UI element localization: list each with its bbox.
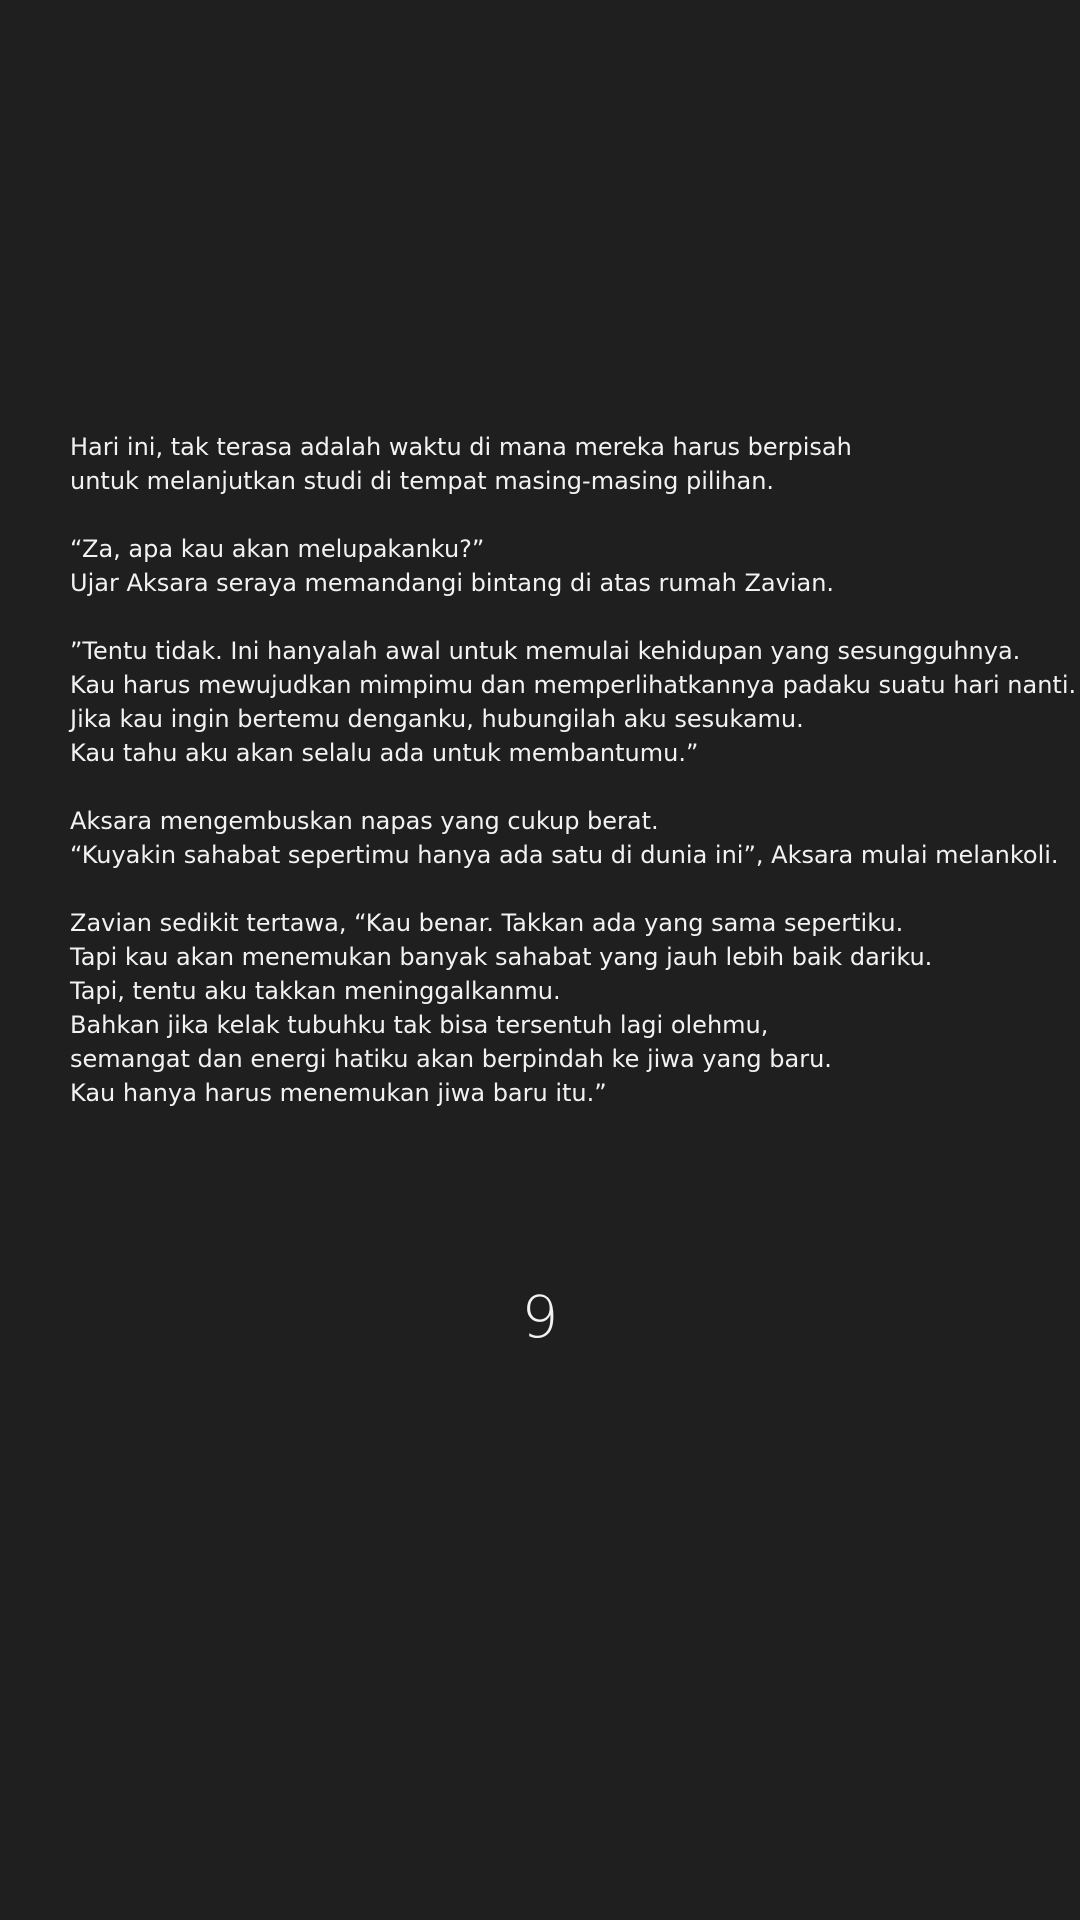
text-line: Hari ini, tak terasa adalah waktu di mana mereka harus berpisah xyxy=(70,433,852,461)
text-line: Kau harus mewujudkan mimpimu dan memperlihatkannya padaku suatu hari nanti. xyxy=(70,671,1077,699)
text-line: untuk melanjutkan studi di tempat masing-masing pilihan. xyxy=(70,467,775,495)
text-line: “Za, apa kau akan melupakanku?” xyxy=(70,535,485,563)
text-line: Tapi kau akan menemukan banyak sahabat yang jauh lebih baik dariku. xyxy=(70,943,933,971)
text-line: Zavian sedikit tertawa, “Kau benar. Takkan ada yang sama sepertiku. xyxy=(70,909,904,937)
text-line: ”Tentu tidak. Ini hanyalah awal untuk memulai kehidupan yang sesungguhnya. xyxy=(70,637,1021,665)
story-text xyxy=(70,430,1077,1144)
text-line: Ujar Aksara seraya memandangi bintang di atas rumah Zavian. xyxy=(70,569,835,597)
paragraph xyxy=(70,634,1077,770)
text-line: semangat dan energi hatiku akan berpindah ke jiwa yang baru. xyxy=(70,1045,832,1073)
text-line: Bahkan jika kelak tubuhku tak bisa tersentuh lagi olehmu, xyxy=(70,1011,769,1039)
text-line: Aksara mengembuskan napas yang cukup berat. xyxy=(70,807,659,835)
text-line: Kau tahu aku akan selalu ada untuk membantumu.” xyxy=(70,739,699,767)
paragraph xyxy=(70,906,1060,1110)
paragraph xyxy=(70,804,1060,872)
text-line: Jika kau ingin bertemu denganku, hubungilah aku sesukamu. xyxy=(70,705,804,733)
paragraph xyxy=(70,532,1060,600)
text-line: “Kuyakin sahabat sepertimu hanya ada satu di dunia ini”, Aksara mulai melankoli. xyxy=(70,841,1059,869)
text-line: Tapi, tentu aku takkan meninggalkanmu. xyxy=(70,977,561,1005)
page-number: 9 xyxy=(521,1283,559,1351)
paragraph xyxy=(70,430,1060,498)
text-line: Kau hanya harus menemukan jiwa baru itu.” xyxy=(70,1079,607,1107)
